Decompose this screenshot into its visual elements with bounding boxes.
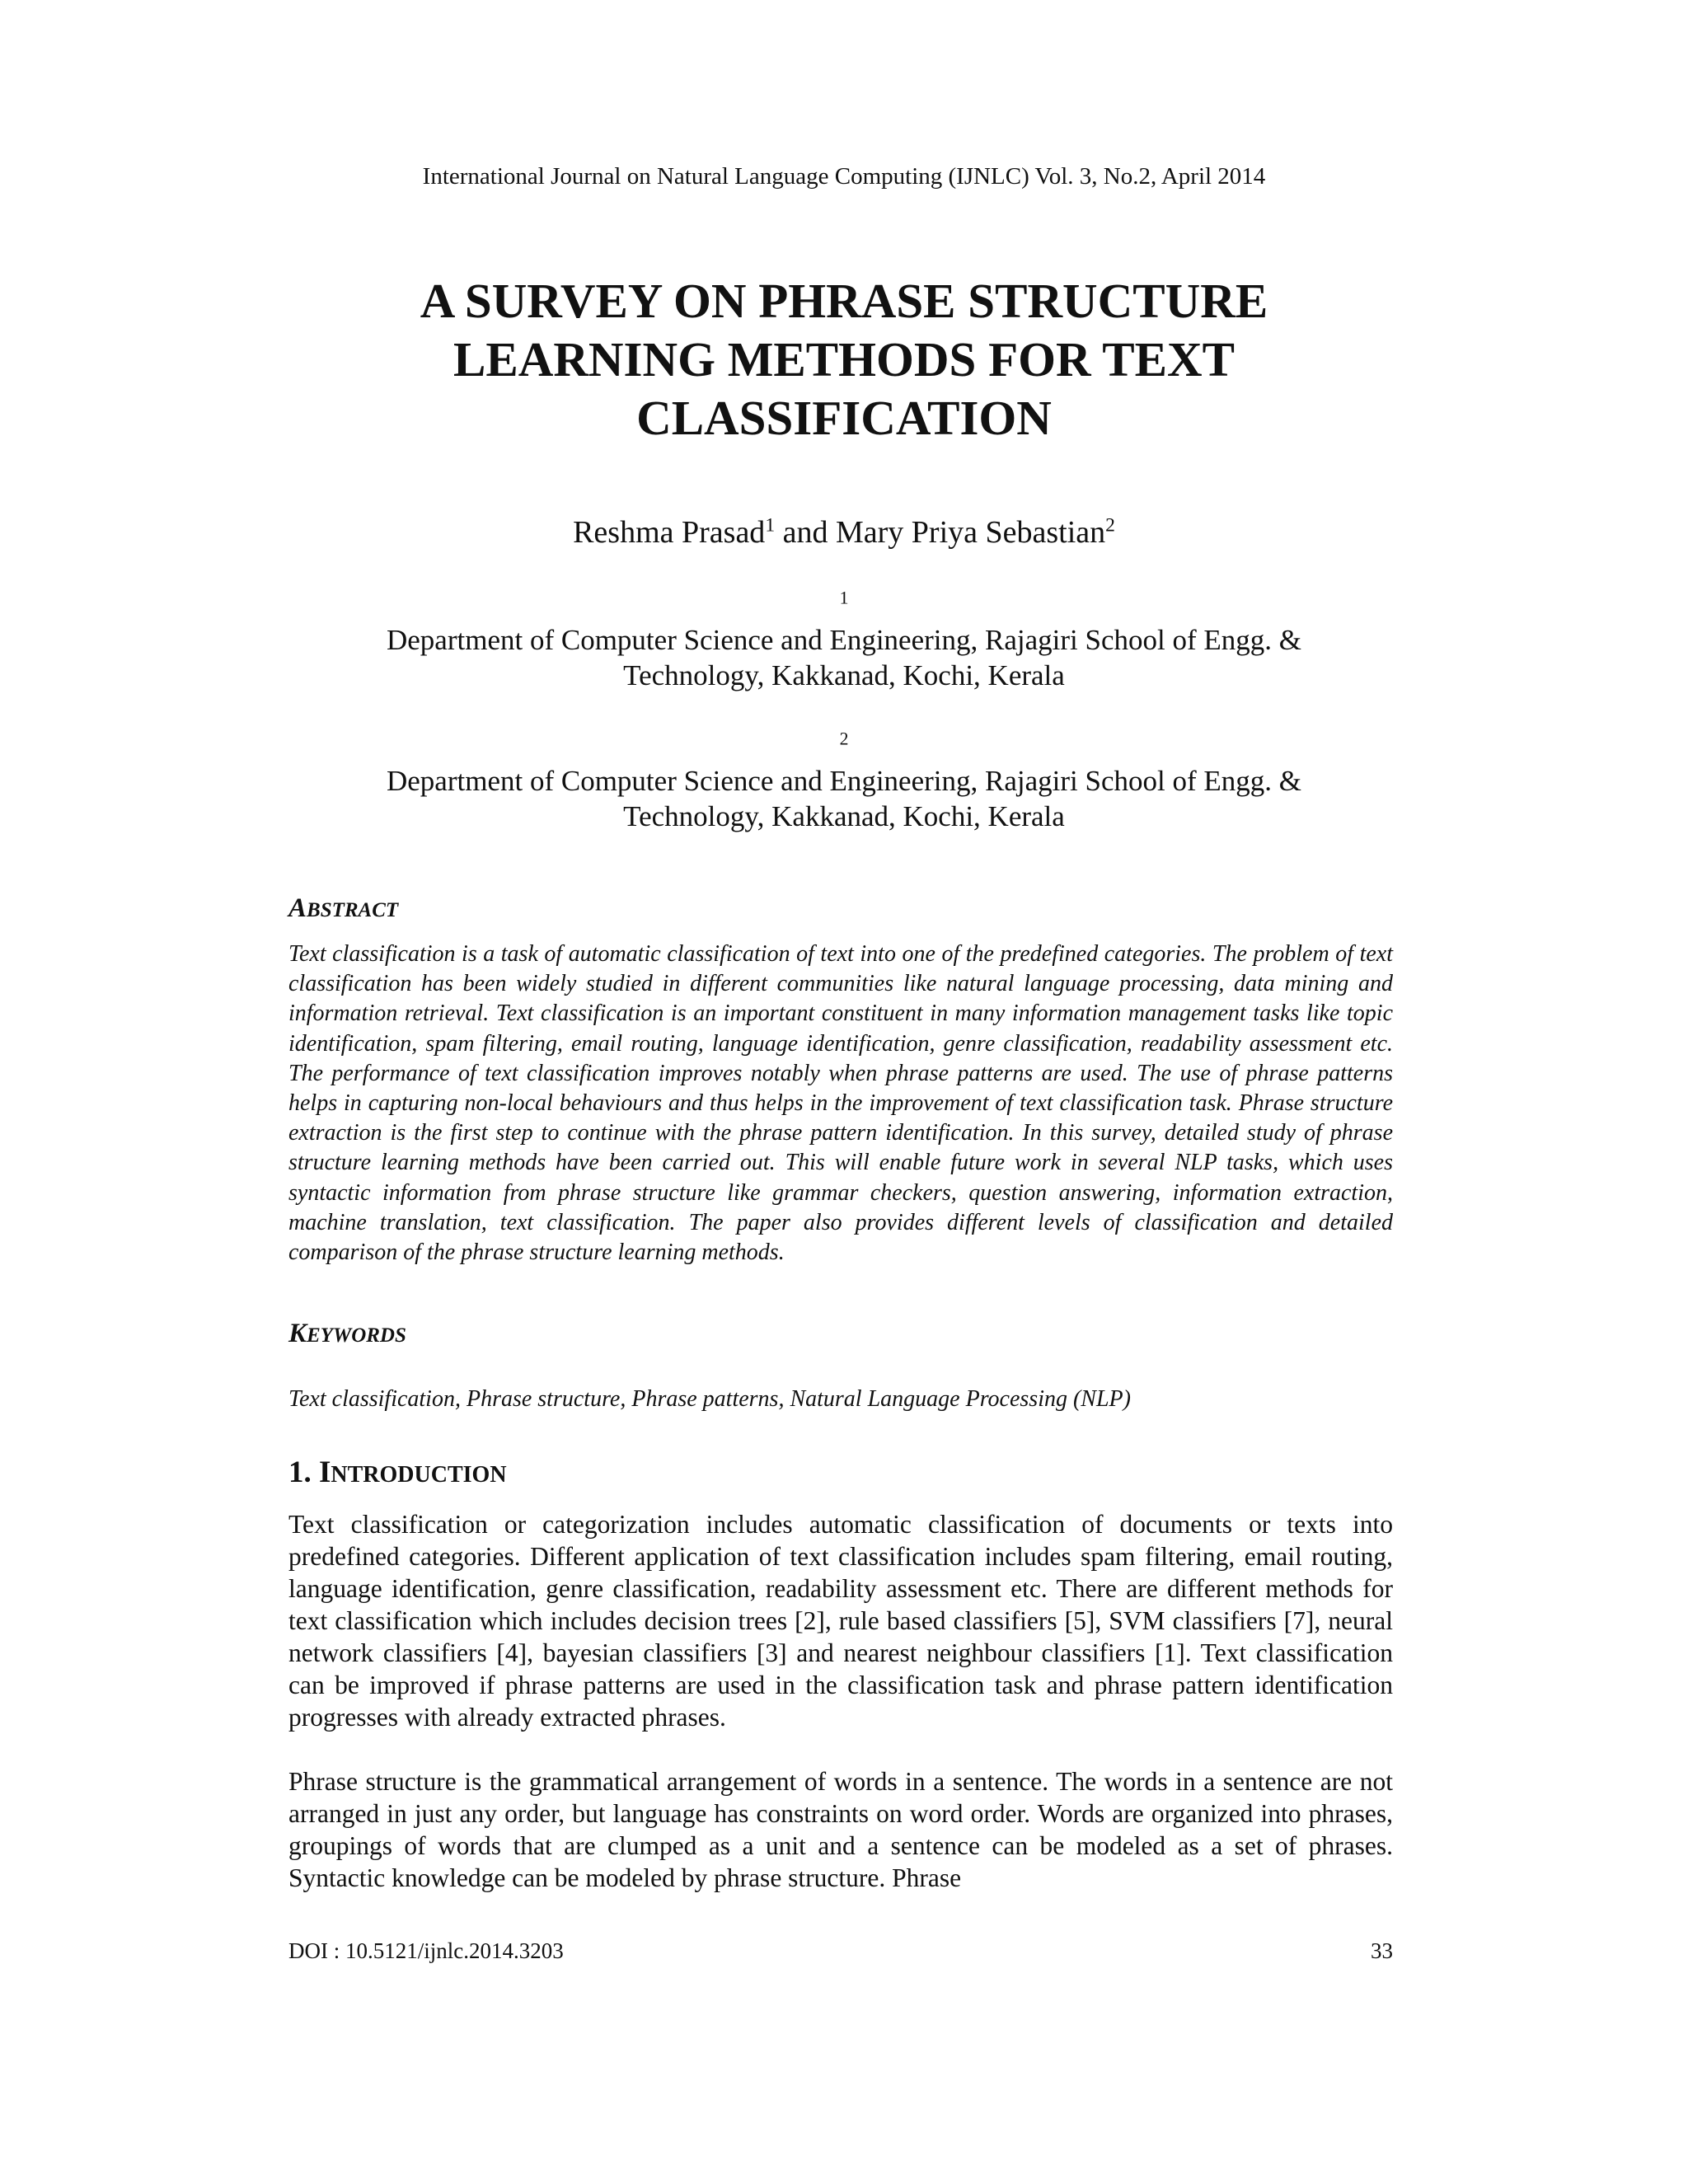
title-line: A SURVEY ON PHRASE STRUCTURE <box>420 274 1268 328</box>
affiliation-line: Technology, Kakkanad, Kochi, Kerala <box>623 659 1065 691</box>
paper-title <box>185 272 1503 448</box>
affiliation-mark: 1 <box>839 588 849 608</box>
affiliation <box>267 728 1421 834</box>
title-line: LEARNING METHODS FOR TEXT <box>453 332 1235 387</box>
introduction-heading: 1. INTRODUCTION <box>288 1455 507 1489</box>
page-number: 33 <box>1371 1938 1393 1963</box>
author-list <box>0 513 1688 551</box>
affiliation-mark: 2 <box>839 729 849 749</box>
author-name: Mary Priya Sebastian <box>835 515 1106 550</box>
affiliation-mark: 1 <box>765 514 776 537</box>
abstract-text: Text classification is a task of automatic classification of text into one of the predefined categories. The problem of text classification has been widely studied in different communities like natural language processing, data mining and information retrieval. Text classification is an important constituent in many information management tasks like topic identification, spam filtering, email routing, language identification, genre classification, readability assessment etc. The performance of text classification improves notably when phrase patterns are used. The use of phrase patterns helps in capturing non-local behaviours and thus helps in the improvement of text classification task. Phrase structure extraction is the first step to continue with the phrase pattern identification. In this survey, detailed study of phrase structure learning methods have been carried out. This will enable future work in several NLP tasks, which uses syntactic information from phrase structure like grammar checkers, question answering, information extraction, machine translation, text classification. The paper also provides different levels of classification and detailed comparison of the phrase structure learning methods. <box>288 941 1393 1266</box>
author-joiner: and <box>775 515 836 550</box>
abstract-heading: ABSTRACT <box>288 893 399 923</box>
affiliation-line: Technology, Kakkanad, Kochi, Kerala <box>623 800 1065 832</box>
title-line: CLASSIFICATION <box>636 391 1052 445</box>
keywords-heading: KEYWORDS <box>288 1319 406 1348</box>
journal-header: International Journal on Natural Language Computing (IJNLC) Vol. 3, No.2, April 2014 <box>422 163 1266 190</box>
author-name: Reshma Prasad <box>573 515 766 550</box>
affiliation-line <box>267 587 1421 658</box>
body-paragraph: Phrase structure is the grammatical arrangement of words in a sentence. The words in a sentence are not arranged in just any order, but language has constraints on word order. Words are organized into phrases, groupings of words that are clumped as a unit and a sentence can be modeled as a set of phrases. Syntactic knowledge can be modeled by phrase structure. Phrase <box>288 1767 1393 1892</box>
affiliation-text: Department of Computer Science and Engineering, Rajagiri School of Engg. & <box>387 765 1301 797</box>
affiliation-text: Department of Computer Science and Engineering, Rajagiri School of Engg. & <box>387 624 1301 656</box>
affiliation-mark: 2 <box>1105 514 1115 537</box>
affiliation <box>267 587 1421 693</box>
body-paragraph: Text classification or categorization includes automatic classification of documents or texts into predefined categories. Different application of text classification includes spam filtering, email routing, language identification, genre classification, readability assessment etc. There are different methods for text classification which includes decision trees [2], rule based classifiers [5], SVM classifiers [7], neural network classifiers [4], bayesian classifiers [3] and nearest neighbour classifiers [1]. Text classification can be improved if phrase patterns are used in the classification task and phrase pattern identification progresses with already extracted phrases. <box>288 1510 1393 1732</box>
affiliation-line <box>267 728 1421 799</box>
doi-footer: DOI : 10.5121/ijnlc.2014.3203 <box>288 1938 564 1963</box>
keywords-text: Text classification, Phrase structure, Phrase patterns, Natural Language Processing (NLP) <box>288 1386 1131 1412</box>
